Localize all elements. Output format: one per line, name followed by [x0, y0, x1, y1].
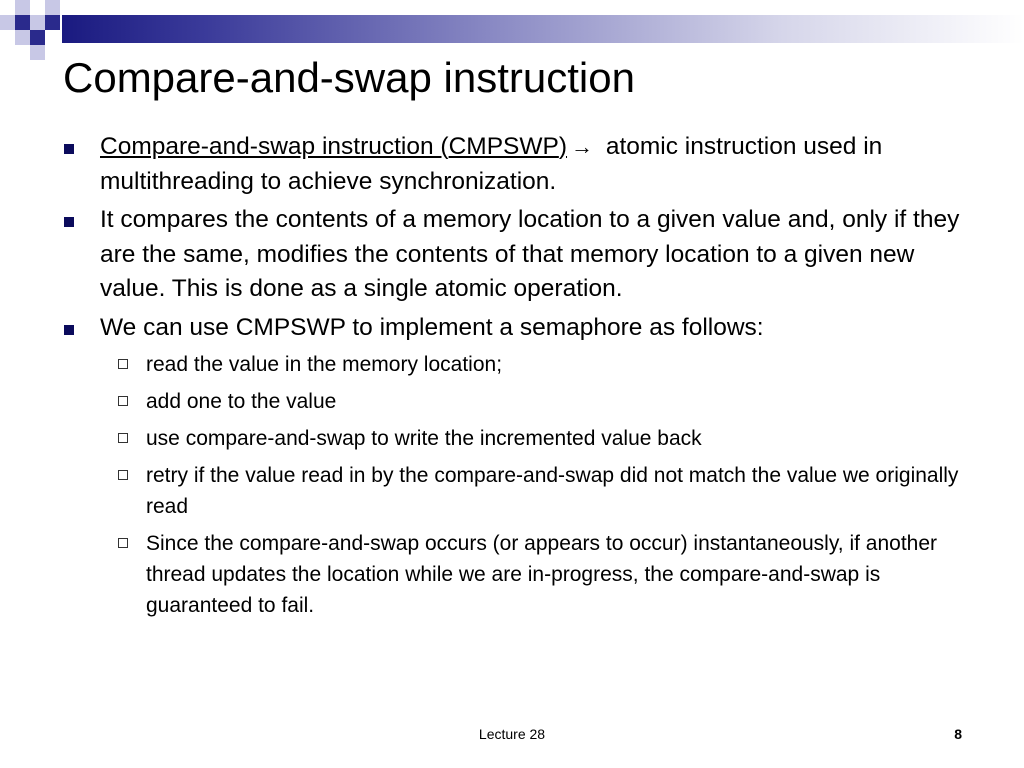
bullet-item [64, 203, 964, 307]
square-bullet-icon [64, 144, 74, 154]
decor-square [30, 30, 45, 45]
bullet-text: It compares the contents of a memory location to a given value and, only if they are the same, modifies the contents of that memory location to a given new value. This is done as a single atomic operation. [100, 206, 960, 302]
square-bullet-icon [64, 325, 74, 335]
sub-bullet-item [112, 423, 964, 454]
sub-bullet-item [112, 460, 964, 522]
decor-square [0, 15, 15, 30]
sub-bullet-text: add one to the value [146, 390, 337, 413]
close-paren: ) [558, 133, 568, 160]
slide-title: Compare-and-swap instruction [63, 54, 635, 101]
header-gradient-bar [62, 15, 1024, 43]
bullet-item [64, 311, 964, 346]
hollow-square-bullet-icon [118, 538, 128, 548]
bullet-text: We can use CMPSWP to implement a semaphore as follows: [100, 313, 764, 341]
page-number: 8 [954, 726, 962, 742]
hollow-square-bullet-icon [118, 470, 128, 480]
sub-bullet-list [112, 349, 964, 621]
sub-bullet-item [112, 528, 964, 621]
hollow-square-bullet-icon [118, 359, 128, 369]
decor-square [15, 30, 30, 45]
sub-bullet-text: Since the compare-and-swap occurs (or appears to occur) instantaneously, if another thread updates the location while we are in-progress, the compare-and-swap is guaranteed to fail. [146, 532, 938, 617]
slide-content [64, 130, 964, 627]
hollow-square-bullet-icon [118, 396, 128, 406]
sub-bullet-text: read the value in the memory location; [146, 353, 503, 376]
hollow-square-bullet-icon [118, 433, 128, 443]
sub-bullet-item [112, 349, 964, 380]
decor-square [30, 15, 45, 30]
sub-bullet-item [112, 386, 964, 417]
sub-bullet-text: use compare-and-swap to write the incremented value back [146, 427, 702, 450]
decor-square [45, 15, 60, 30]
link-text: Compare-and-swap instruction ( [100, 133, 449, 160]
decor-square [30, 45, 45, 60]
decor-square [45, 0, 60, 15]
abbr-text: CMPSWP [448, 133, 559, 160]
decor-square [15, 15, 30, 30]
sub-bullet-text: retry if the value read in by the compare-and-swap did not match the value we originally read [146, 464, 959, 518]
bullet-text: atomic instruction used in multithreading to achieve synchronization. [100, 133, 883, 195]
square-bullet-icon [64, 217, 74, 227]
bullet-item [64, 130, 964, 199]
decor-square [15, 0, 30, 15]
footer-lecture: Lecture 28 [478, 726, 546, 742]
arrow-right-icon: → [571, 134, 594, 159]
cmpswp-link[interactable] [100, 133, 567, 160]
